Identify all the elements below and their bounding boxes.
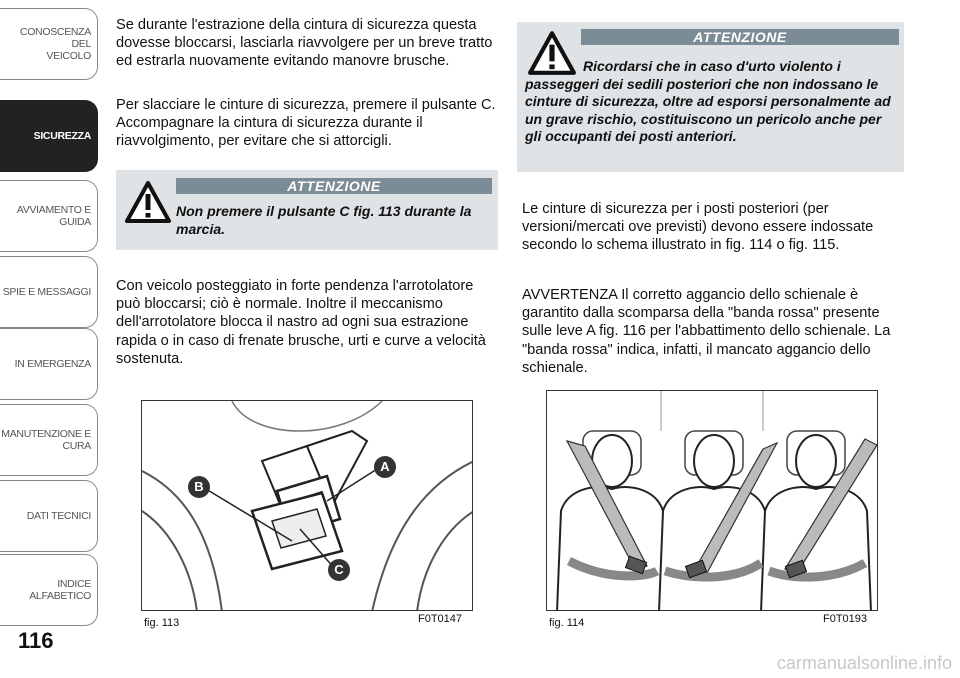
figure-114-label: fig. 114 [549, 617, 585, 629]
figure-113-belt-buckle [141, 400, 473, 611]
paragraph-retractor-lock: Con veicolo posteggiato in forte pendenza l'arrotolatore può bloccarsi; ciò è normale. Inoltre il meccanismo dell'arrotolatore blocca il nastro ad ogni sua estrazione rapida o in caso di frenate brusche, urti e curve a velocità sostenuta. [116, 278, 486, 367]
warning-text: Non premere il pulsante C fig. 113 durante la marcia. [176, 203, 472, 237]
figure-114-code: F0T0193 [823, 613, 868, 625]
figure-114-rear-seat-belts [546, 390, 878, 611]
tab-manutenzione-e-cura[interactable]: MANUTENZIONE E CURA [0, 404, 98, 476]
watermark-text: carmanualsonline.info [776, 653, 952, 673]
warning-text: Ricordarsi che in caso d'urto violento i passeggeri dei sedili posteriori che non indossano le cinture di sicurezza, oltre ad esporsi personalmente ad un grave rischio, costituiscono un pericolo anche per gli occupanti dei posti anteriori. [525, 58, 891, 145]
tab-conoscenza-del-veicolo[interactable]: CONOSCENZA DEL VEICOLO [0, 8, 98, 80]
paragraph-unfasten-belt: Per slacciare le cinture di sicurezza, premere il pulsante C. Accompagnare la cintura di sicurezza durante il riavvolgimento, per evitare che si attorcigli. [116, 97, 496, 150]
warning-triangle-icon [124, 180, 172, 224]
figure-113-label: fig. 113 [144, 617, 180, 629]
figure-113-code: F0T0147 [418, 613, 463, 625]
callout-b: B [188, 476, 210, 498]
rear-passengers-illustration [547, 391, 878, 611]
tab-indice-alfabetico[interactable]: INDICE ALFABETICO [0, 554, 98, 626]
callout-a: A [374, 456, 396, 478]
warning-title: ATTENZIONE [176, 178, 492, 194]
warning-box-button-c [116, 170, 498, 250]
tab-sicurezza[interactable]: SICUREZZA [0, 100, 98, 172]
tab-dati-tecnici[interactable]: DATI TECNICI [0, 480, 98, 552]
callout-c: C [328, 559, 350, 581]
belt-buckle-illustration [142, 401, 473, 611]
tab-in-emergenza[interactable]: IN EMERGENZA [0, 328, 98, 400]
warning-box-rear-passengers [517, 22, 904, 172]
paragraph-rear-belts: Le cinture di sicurezza per i posti posteriori (per versioni/mercati ove previsti) devono essere indossate secondo lo schema illustrato in fig. 114 o fig. 115. [522, 201, 874, 254]
tab-spie-e-messaggi[interactable]: SPIE E MESSAGGI [0, 256, 98, 328]
warning-title: ATTENZIONE [581, 29, 899, 45]
paragraph-blocked-belt: Se durante l'estrazione della cintura di sicurezza questa dovesse bloccarsi, lasciarla riavvolgere per un breve tratto ed estrarla nuovamente evitando manovre brusche. [116, 17, 493, 70]
paragraph-avvertenza: AVVERTENZA Il corretto aggancio dello schienale è garantito dalla scomparsa della "banda rossa" presente sulle leve A fig. 116 per l'abbattimento dello schienale. La "banda rossa" indica, infatti, il mancato aggancio dello schienale. [522, 287, 891, 376]
tab-avviamento-e-guida[interactable]: AVVIAMENTO E GUIDA [0, 180, 98, 252]
page-number: 116 [18, 628, 54, 653]
